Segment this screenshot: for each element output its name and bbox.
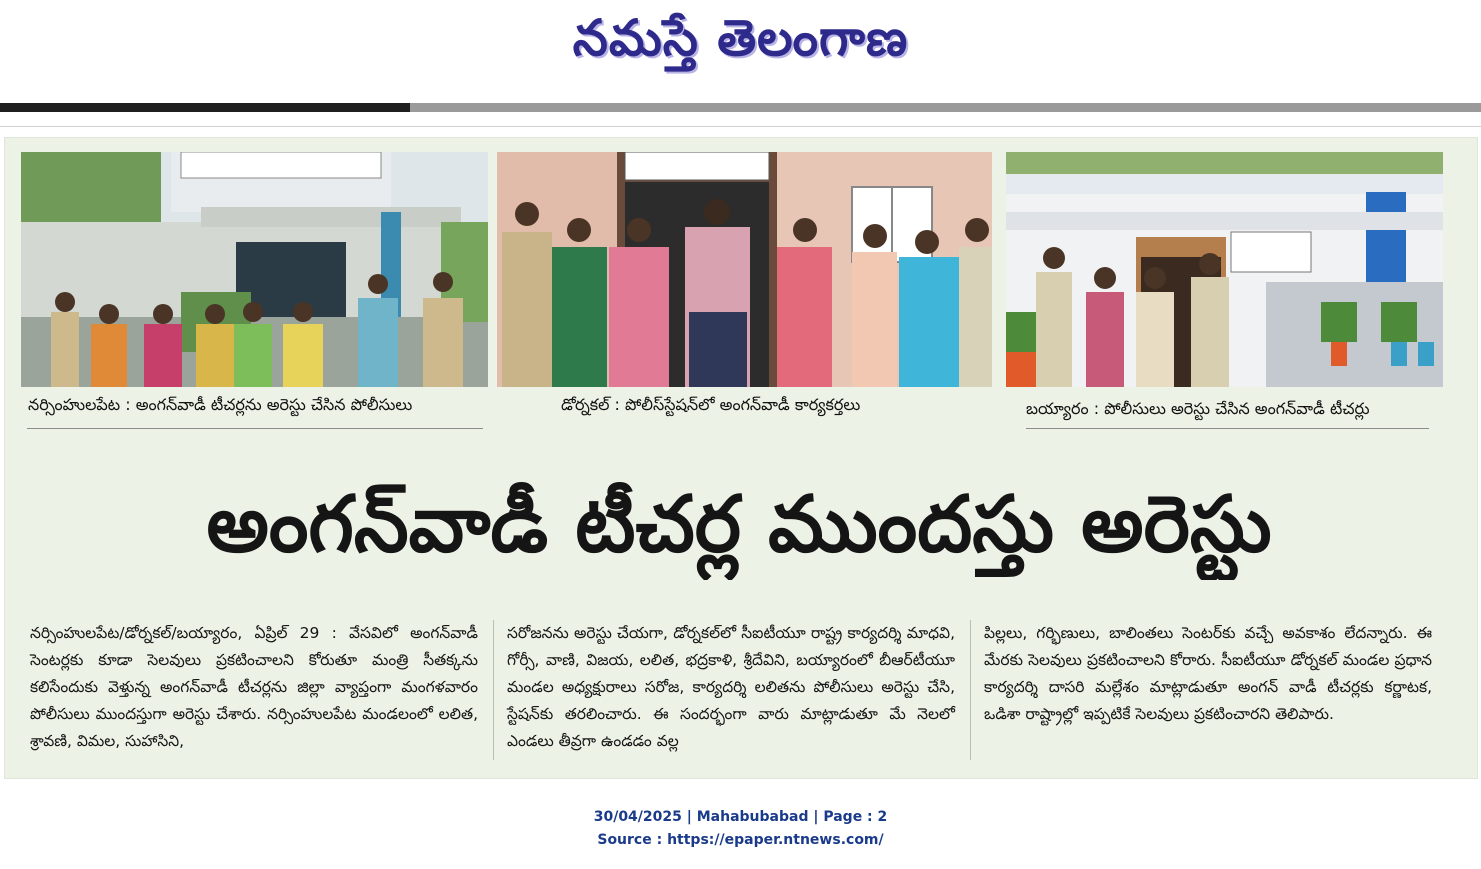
edition-info: 30/04/2025 | Mahabubabad | Page : 2 [593,809,888,825]
photo-dornakal [497,152,992,387]
caption-divider [27,428,483,429]
masthead-rule-dark [0,103,410,112]
masthead [0,0,1481,100]
article-text: పిల్లలు, గర్భిణులు, బాలింతలు సెంటర్‌కు వచ్చే అవకాశం లేదన్నారు. ఈ మేరకు సెలవులు ప్రకటించాలని కోరారు. సీఐటీయూ డోర్నకల్ మండల ప్రధాన కార్యదర్శి దాసరి మల్లేశం మాట్లాడుతూ అంగన్ వాడీ టీచర్లకు కర్ణాటక, ఒడిశా రాష్ట్రాల్లో ఇప్పటికే సెలవులు ప్రకటించారని తెలిపారు. [984,624,1432,723]
article-column-1 [30,620,478,755]
newspaper-logo: నమస్తే తెలంగాణ [572,9,909,67]
article-text: సరోజనను అరెస్టు చేయగా, డోర్నకల్‌లో సీఐటీయూ రాష్ట్ర కార్యదర్శి మాధవి, గోర్సీ, వాణి, విజయ, లలిత, భద్రకాళి, శ్రీదేవిని, బయ్యారంలో బీఆర్‌టీయూ మండల అధ్యక్షురాలు సరోజ, కార్యదర్శి లలితను పోలీసులు అరెస్టు చేసి, స్టేషన్‌కు తరలించారు. ఈ సందర్భంగా వారు మాట్లాడుతూ మే నెలలో ఎండలు తీవ్రగా ఉండడం వల్ల [507,624,955,750]
photo-caption-3: బయ్యారం : పోలీసులు అరెస్టు చేసిన అంగన్‌వాడీ టీచర్లు [1026,399,1370,418]
photo-narsimhulapet [21,152,488,387]
caption-divider [1026,428,1429,429]
masthead-rule-grey [410,103,1481,112]
column-divider [970,620,971,760]
article-column-2 [507,620,955,755]
article-column-3 [984,620,1432,728]
photo-caption-1: నర్సింహులపేట : అంగన్‌వాడీ టీచర్లను అరెస్టు చేసిన పోలీసులు [28,395,413,414]
column-divider [493,620,494,760]
article-headline: అంగన్‌వాడీ టీచర్ల ముందస్తు అరెస్టు [206,480,1272,570]
photo-bayyaram [1006,152,1443,387]
article-text: నర్సింహులపేట/డోర్నకల్/బయ్యారం, ఏప్రిల్ 29 : వేసవిలో అంగన్‌వాడీ సెంటర్లకు కూడా సెలవులు ప్రకటించాలని కోరుతూ మంత్రి సీతక్కను కలిసేందుకు వెళ్తున్న అంగన్‌వాడీ టీచర్లను జిల్లా వ్యాప్తంగా మంగళవారం పోలీసులు ముందస్తుగా అరెస్టు చేశారు. నర్సింహులపేట మండలంలో లలిత, శ్రావణి, విమల, సుహాసిని, [30,624,478,750]
source-link[interactable]: Source : https://epaper.ntnews.com/ [597,832,884,848]
photo-caption-2: డోర్నకల్ : పోలీస్‌స్టేషన్‌లో అంగన్‌వాడీ కార్యకర్తలు [561,395,861,414]
